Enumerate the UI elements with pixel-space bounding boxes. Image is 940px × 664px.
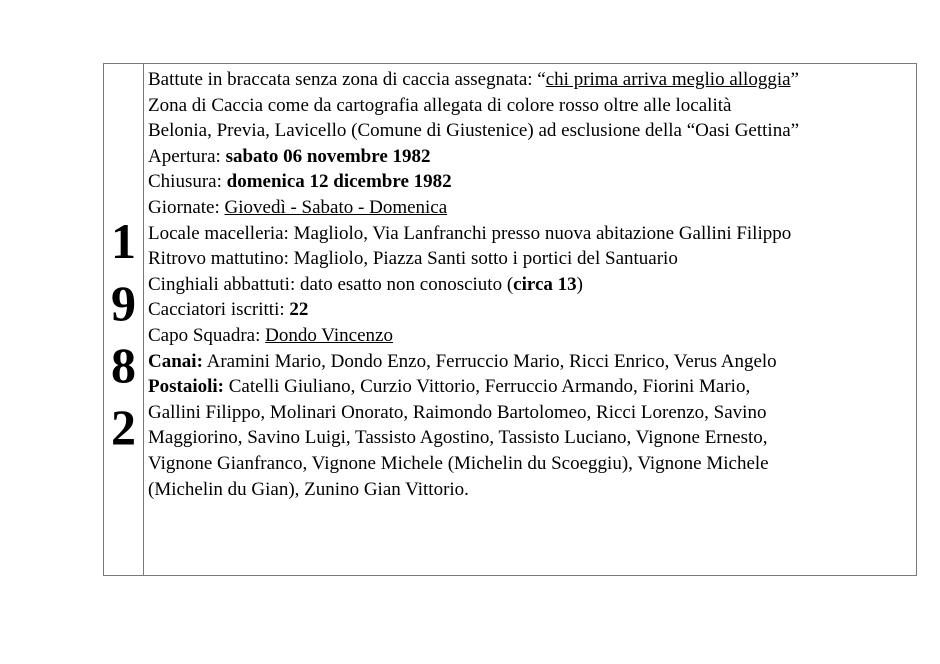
boars-killed-line: Cinghiali abbattuti: dato esatto non conosciuto (circa 13): [148, 273, 583, 295]
team-leader-line: Capo Squadra: Dondo Vincenzo: [148, 324, 393, 346]
dog-handlers-line: Canai: Aramini Mario, Dondo Enzo, Ferruccio Mario, Ricci Enrico, Verus Angelo: [148, 350, 777, 372]
season-record-table: [103, 63, 917, 576]
year-digit: 8: [111, 337, 136, 393]
hunting-days-line: Giornate: Giovedì - Sabato - Domenica: [148, 196, 448, 218]
year-cell: [104, 64, 144, 575]
posters-line: Postaioli: Catelli Giuliano, Curzio Vittorio, Ferruccio Armando, Fiorini Mario,: [148, 376, 751, 398]
closing-date: domenica 12 dicembre 1982: [226, 171, 452, 193]
posters-line: Maggiorino, Savino Luigi, Tassisto Agostino, Tassisto Luciano, Vignone Ernesto,: [148, 427, 768, 449]
posters-label: Postaioli:: [148, 376, 224, 398]
posters-line: Vignone Gianfranco, Vignone Michele (Michelin du Scoeggiu), Vignone Michele: [148, 452, 769, 474]
posters-line: Gallini Filippo, Molinari Onorato, Raimondo Bartolomeo, Ricci Lorenzo, Savino: [148, 401, 767, 423]
posters-line: (Michelin du Gian), Zunino Gian Vittorio.: [148, 478, 469, 500]
registered-hunters-count: 22: [289, 299, 309, 321]
year-digit: 2: [111, 399, 136, 455]
hunting-zone-line: Zona di Caccia come da cartografia allegata di colore rosso oltre alle località: [148, 94, 732, 116]
hunt-type-line: Battute in braccata senza zona di caccia assegnata: “chi prima arriva meglio alloggia”: [148, 69, 799, 90]
season-details-cell: [144, 64, 916, 575]
meeting-point-line: Ritrovo mattutino: Magliolo, Piazza Santi sotto i portici del Santuario: [148, 248, 678, 270]
hunt-rule: chi prima arriva meglio alloggia: [545, 69, 791, 90]
registered-hunters-line: Cacciatori iscritti: 22: [148, 299, 309, 321]
hunting-zone-localities-line: Belonia, Previa, Lavicello (Comune di Giustenice) ad esclusione della “Oasi Gettina”: [148, 120, 800, 142]
boars-killed-count: circa 13: [513, 273, 577, 295]
team-leader-name: Dondo Vincenzo: [265, 324, 393, 346]
hunting-days: Giovedì - Sabato - Domenica: [224, 196, 448, 218]
year-digit: 9: [111, 275, 136, 331]
dog-handlers-label: Canai:: [148, 350, 203, 372]
year-vertical: [104, 210, 143, 458]
butchery-line: Locale macelleria: Magliolo, Via Lanfranchi presso nuova abitazione Gallini Filippo: [148, 222, 792, 244]
opening-date: sabato 06 novembre 1982: [225, 145, 431, 167]
closing-line: Chiusura: domenica 12 dicembre 1982: [148, 171, 452, 193]
opening-line: Apertura: sabato 06 novembre 1982: [148, 145, 431, 167]
year-digit: 1: [111, 213, 136, 269]
